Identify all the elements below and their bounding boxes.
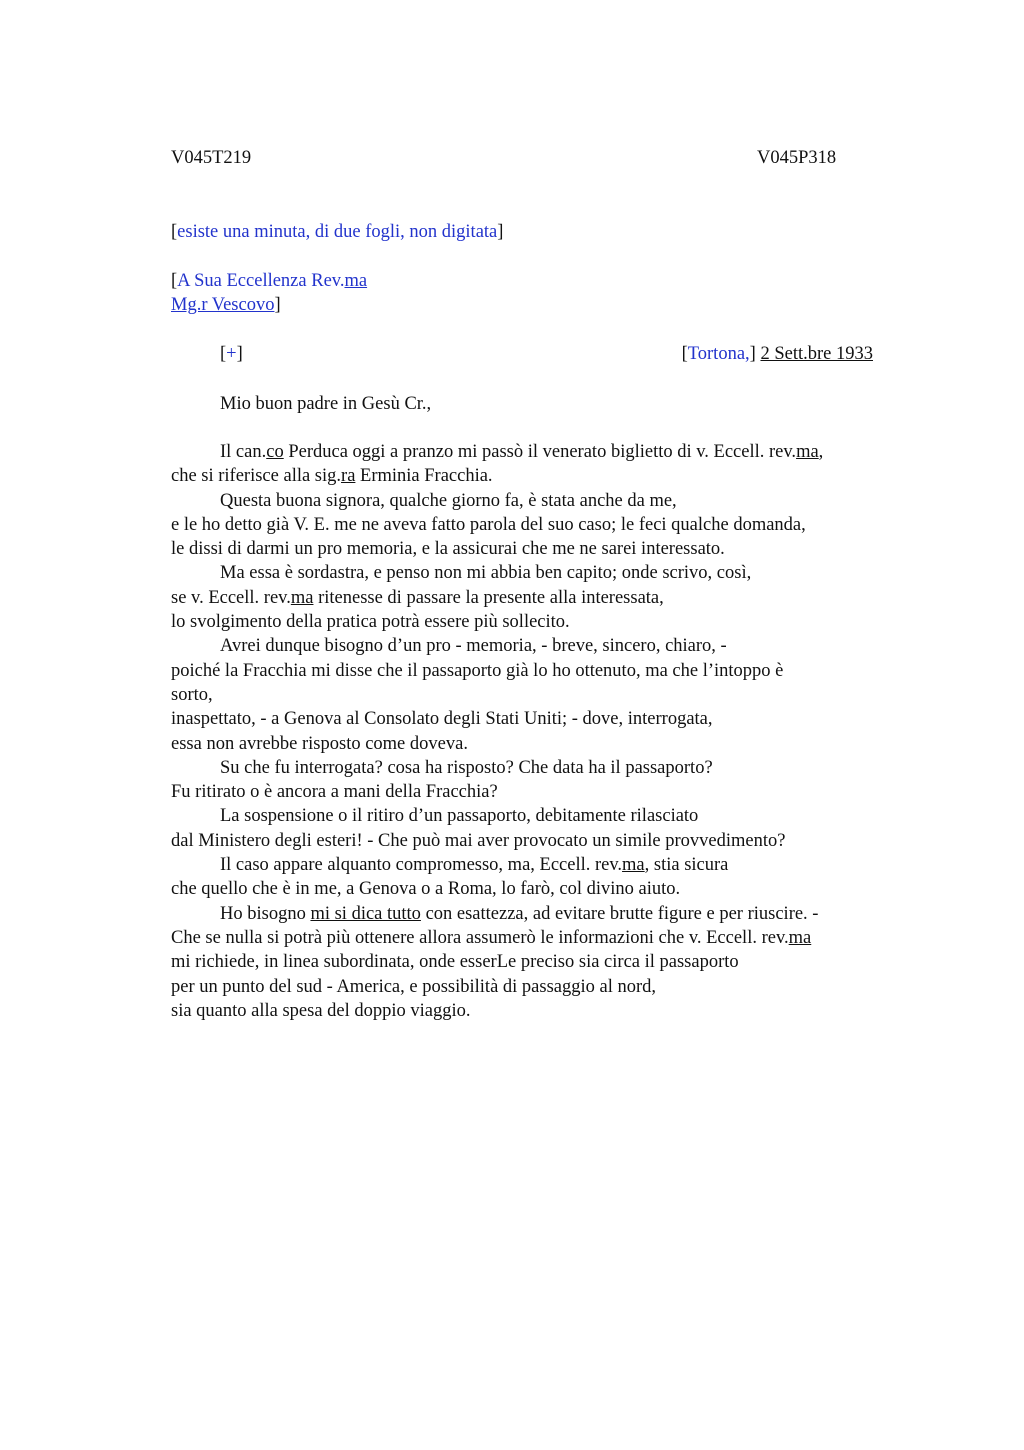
body-line: Fu ritirato o è ancora a mani della Fracchia? <box>171 782 498 803</box>
body-line: sorto, <box>171 684 213 705</box>
bracket-close: ] <box>497 222 504 242</box>
body-line: se v. Eccell. rev.ma ritenesse di passare la presente alla interessata, <box>171 587 664 608</box>
cross-mark <box>220 342 243 366</box>
body-line: poiché la Fracchia mi disse che il passaporto già lo ho ottenuto, ma che l’intoppo è <box>171 660 784 681</box>
body-line: Il can.co Perduca oggi a pranzo mi passò il venerato biglietto di v. Eccell. rev.ma, <box>220 442 824 462</box>
editorial-note <box>171 220 503 244</box>
body-line: mi richiede, in linea subordinata, onde esserLe preciso sia circa il passaporto <box>171 952 739 973</box>
body-line: Avrei dunque bisogno d’un pro - memoria, - breve, sincero, chiaro, - <box>220 636 727 657</box>
body-line: inaspettato, - a Genova al Consolato degli Stati Uniti; - dove, interrogata, <box>171 709 713 730</box>
bracket-open: [ <box>171 271 178 291</box>
address-text: A Sua Eccellenza Rev. <box>177 271 345 291</box>
address-line-2 <box>171 293 281 317</box>
body-line: che quello che è in me, a Genova o a Roma, lo farò, col divino aiuto. <box>171 879 681 900</box>
body-line: Su che fu interrogata? cosa ha risposto? Che data ha il passaporto? <box>220 757 713 778</box>
body-line: Questa buona signora, qualche giorno fa, è stata anche da me, <box>220 490 677 511</box>
body-line: Che se nulla si potrà più ottenere allora assumerò le informazioni che v. Eccell. rev.ma <box>171 927 812 948</box>
body-line: La sospensione o il ritiro d’un passaporto, debitamente rilasciato <box>220 806 699 827</box>
cross-symbol: + <box>226 344 237 364</box>
body-line: lo svolgimento della pratica potrà essere più sollecito. <box>171 612 570 633</box>
body-line: Ho bisogno mi si dica tutto con esattezza, ad evitare brutte figure e per riuscire. - <box>220 903 819 924</box>
body-line: Il caso appare alquanto compromesso, ma, Eccell. rev.ma, stia sicura <box>220 855 729 876</box>
letter-body <box>171 440 911 1023</box>
bracket-open: [ <box>171 222 178 242</box>
address-abbrev: ma <box>344 271 368 291</box>
body-line: le dissi di darmi un pro memoria, e la assicurai che me ne sarei interessato. <box>171 539 725 560</box>
document-code-right: V045P318 <box>757 148 837 168</box>
bracket-close: ] <box>749 344 756 364</box>
bracket-close: ] <box>274 295 281 315</box>
address-line-1 <box>171 269 367 293</box>
body-line: sia quanto alla spesa del doppio viaggio. <box>171 1000 471 1021</box>
body-line: dal Ministero degli esteri! - Che può mai aver provocato un simile provvedimento? <box>171 830 786 851</box>
salutation: Mio buon padre in Gesù Cr., <box>220 394 432 414</box>
bracket-open: [ <box>681 344 688 364</box>
address-recipient: Mg.r Vescovo <box>171 295 275 315</box>
place-date <box>682 342 873 366</box>
body-line: essa non avrebbe risposto come doveva. <box>171 733 468 754</box>
body-line: e le ho detto già V. E. me ne aveva fatto parola del suo caso; le feci qualche domanda, <box>171 514 806 535</box>
body-line: che si riferisce alla sig.ra Erminia Fracchia. <box>171 466 493 487</box>
body-line: per un punto del sud - America, e possibilità di passaggio al nord, <box>171 976 657 997</box>
body-line: Ma essa è sordastra, e penso non mi abbia ben capito; onde scrivo, così, <box>220 563 752 584</box>
document-code-left: V045T219 <box>171 148 252 168</box>
date: 2 Sett.bre 1933 <box>760 344 873 364</box>
note-text: esiste una minuta, di due fogli, non digitata <box>177 222 498 242</box>
place: Tortona, <box>687 344 750 364</box>
bracket-close: ] <box>236 344 243 364</box>
bracket-open: [ <box>220 344 227 364</box>
